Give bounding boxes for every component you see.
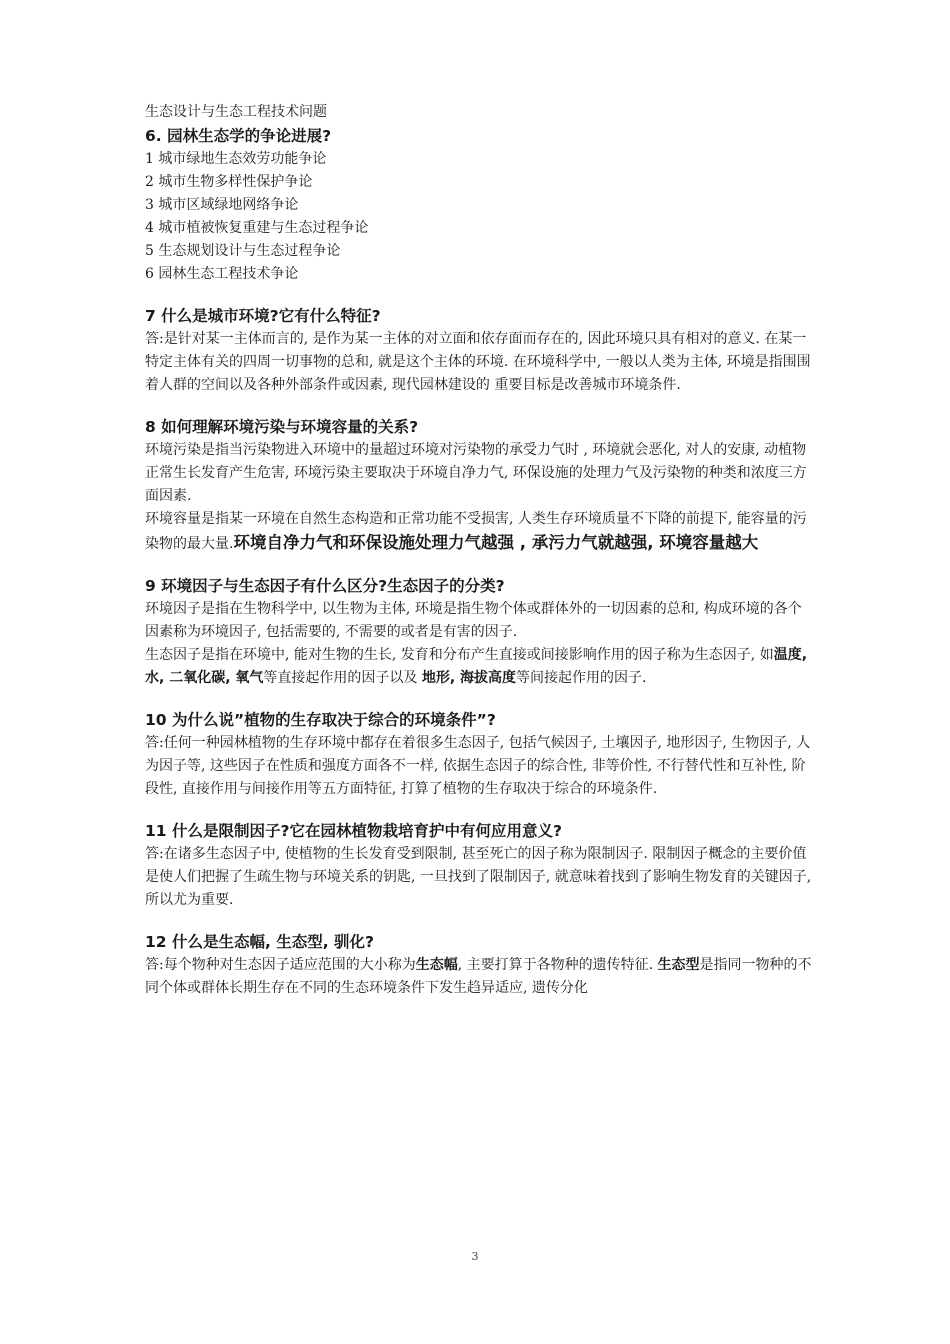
q9-paragraph-1: 环境因子是指在生物科学中, 以生物为主体, 环境是指生物个体或群体外的一切因素的总和, 构成环境的各个因素称为环境因子, 包括需要的, 不需要的或者是有害的因子. [145, 601, 802, 640]
q11-answer: 答:在诸多生态因子中, 使植物的生长发育受到限制, 甚至死亡的因子称为限制因子. 限制因子概念的主要价值是使人们把握了生疏生物与环境关系的钥匙, 一旦找到了限制因子, 就意味着找到了影响生物发育的关键因子, 所以尤为重要. [145, 846, 812, 908]
q6-list [145, 148, 813, 286]
list-item: 6 园林生态工程技术争论 [145, 266, 299, 282]
q9-p2-bold-1: 温度, 水, 二氧化碳, 氧气 [145, 647, 808, 686]
q12-a-start: 答:每个物种对生态因子适应范围的大小称为 [145, 957, 416, 973]
q10-answer: 答:任何一种园林植物的生存环境中都存在着很多生态因子, 包括气候因子, 土壤因子, 地形因子, 生物因子, 人为因子等, 这些因子在性质和强度方面各不一样, 依据生态因子的综合性, 非等价性, 不行替代性和互补性, 阶段性, 直接作用与间接作用等五方面特征, 打算了植物的生存取决于综合的环境条件. [145, 735, 811, 797]
q12-answer [145, 954, 813, 1000]
q12-heading: 12 什么是生态幅, 生态型, 驯化? [145, 933, 375, 951]
list-item: 3 城市区域绿地网络争论 [145, 197, 299, 213]
list-item: 5 生态规划设计与生态过程争论 [145, 243, 341, 259]
list-item: 2 城市生物多样性保护争论 [145, 174, 313, 190]
q9-p2-a: 生态因子是指在环境中, 能对生物的生长, 发育和分布产生直接或间接影响作用的因子称为生态因子, 如 [145, 647, 774, 663]
q12-a-mid: , 主要打算于各物种的遗传特征. [457, 957, 658, 973]
q9-p2-bold-2: 地形, 海拔高度 [421, 670, 517, 686]
q8-paragraph-1: 环境污染是指当污染物进入环境中的量超过环境对污染物的承受力气时 , 环境就会恶化, 对人的安康, 动植物正常生长发育产生危害, 环境污染主要取决于环境自净力气, 环保设施的处理力气及污染物的种类和浓度三方面因素. [145, 442, 807, 504]
list-item: 1 城市绿地生态效劳功能争论 [145, 151, 327, 167]
q9-paragraph-2 [145, 644, 813, 690]
q8-p2-bold: 环境自净力气和环保设施处理力气越强 , 承污力气就越强, 环境容量越大 [233, 533, 759, 552]
q8-heading: 8 如何理解环境污染与环境容量的关系? [145, 418, 419, 436]
q7-answer: 答:是针对某一主体而言的, 是作为某一主体的对立面和依存面而存在的, 因此环境只具有相对的意义. 在某一特定主体有关的四周一切事物的总和, 就是这个主体的环境. 在环境科学中, 一般以人类为主体, 环境是指围围着人群的空间以及各种外部条件或因素, 现代园林建设的 重要目标是改善城市环境条件. [145, 331, 811, 393]
q7-heading: 7 什么是城市环境?它有什么特征? [145, 307, 381, 325]
q8-paragraph-2 [145, 508, 813, 556]
q9-p2-d: 等间接起作用的因子. [516, 670, 647, 686]
q10-heading: 10 为什么说”植物的生存取决于综合的环境条件”? [145, 711, 496, 729]
top-line: 生态设计与生态工程技术问题 [145, 104, 327, 120]
q9-p2-c: 等直接起作用的因子以及 [263, 670, 422, 686]
q6-heading: 6. 园林生态学的争论进展? [145, 127, 332, 145]
q12-a-end: 是指同一物种的不同个体或群体长期生存在不同的生态环境条件下发生趋异适应, 遗传分化 [145, 957, 812, 996]
list-item: 4 城市植被恢复重建与生态过程争论 [145, 220, 369, 236]
q9-heading: 9 环境因子与生态因子有什么区分?生态因子的分类? [145, 577, 505, 595]
page-content [145, 101, 813, 1000]
q11-heading: 11 什么是限制因子?它在园林植物栽培育护中有何应用意义? [145, 822, 562, 840]
q8-p2-text: 环境容量是指某一环境在自然生态构造和正常功能不受损害, 人类生存环境质量不下降的前提下, 能容量的污染物的最大量. [145, 511, 807, 552]
page-number: 3 [471, 1250, 479, 1263]
q12-bold-1: 生态幅 [415, 957, 458, 973]
q12-bold-2: 生态型 [657, 957, 700, 973]
